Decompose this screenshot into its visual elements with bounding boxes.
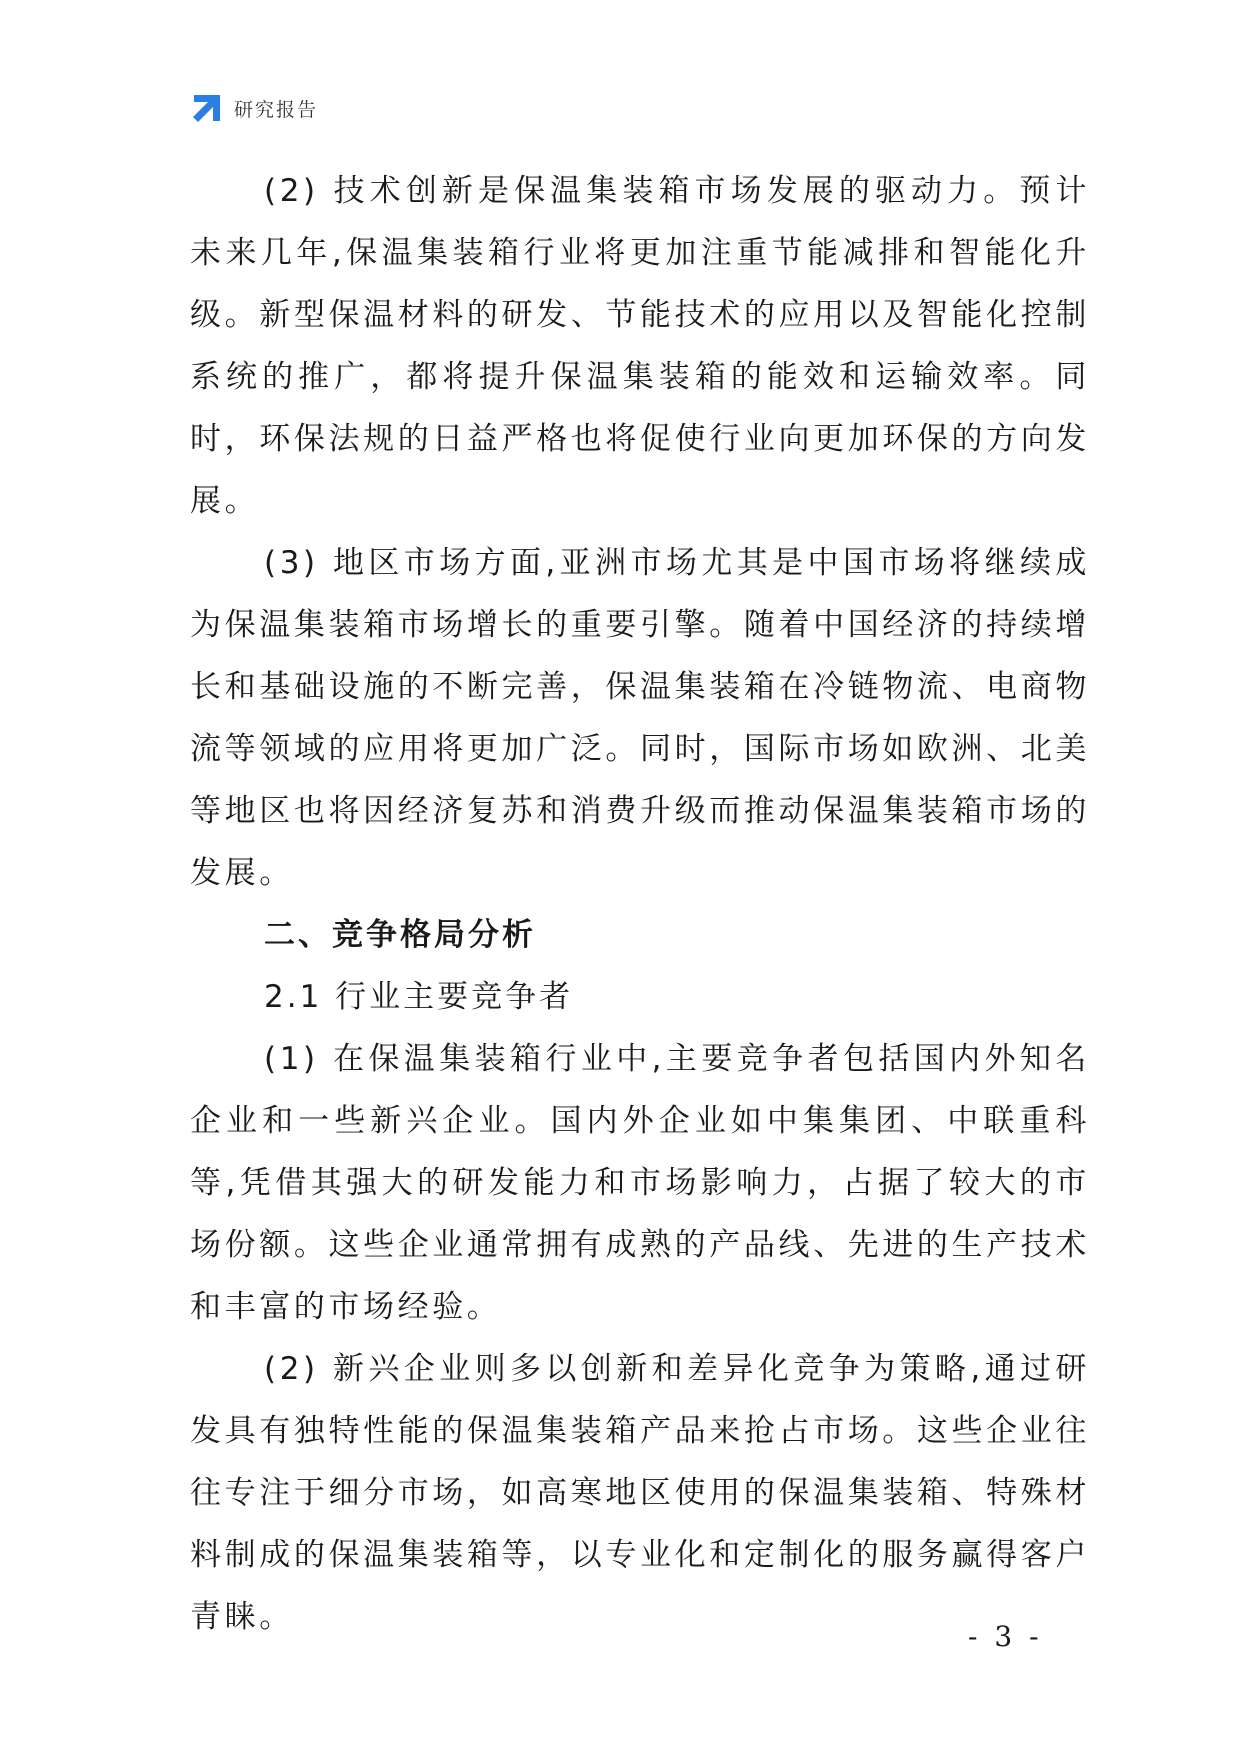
arrow-up-right-logo-icon — [190, 91, 224, 125]
paragraph-competitors-major: (1) 在保温集装箱行业中,主要竞争者包括国内外知名企业和一些新兴企业。国内外企业如中集集团、中联重科等,凭借其强大的研发能力和市场影响力，占据了较大的市场份额。这些企业通常拥有成熟的产品线、先进的生产技术和丰富的市场经验。 — [190, 1041, 1090, 1325]
section-heading: 二、竞争格局分析 — [264, 917, 536, 953]
subsection-heading: 2.1 行业主要竞争者 — [264, 979, 574, 1015]
page-number: - 3 - — [968, 1620, 1043, 1653]
page-header — [190, 90, 318, 126]
paragraph-market-region: (3) 地区市场方面,亚洲市场尤其是中国市场将继续成为保温集装箱市场增长的重要引擎。随着中国经济的持续增长和基础设施的不断完善，保温集装箱在冷链物流、电商物流等领域的应用将更加广泛。同时，国际市场如欧洲、北美等地区也将因经济复苏和消费升级而推动保温集装箱市场的发展。 — [190, 545, 1090, 891]
paragraph-market-tech: (2) 技术创新是保温集装箱市场发展的驱动力。预计未来几年,保温集装箱行业将更加注重节能减排和智能化升级。新型保温材料的研发、节能技术的应用以及智能化控制系统的推广，都将提升保温集装箱的能效和运输效率。同时，环保法规的日益严格也将促使行业向更加环保的方向发展。 — [190, 173, 1090, 519]
header-title: 研究报告 — [234, 98, 319, 121]
paragraph-competitors-emerging: (2) 新兴企业则多以创新和差异化竞争为策略,通过研发具有独特性能的保温集装箱产品来抢占市场。这些企业往往专注于细分市场，如高寒地区使用的保温集装箱、特殊材料制成的保温集装箱等，以专业化和定制化的服务赢得客户青睐。 — [190, 1351, 1090, 1635]
document-body — [190, 160, 1090, 1648]
